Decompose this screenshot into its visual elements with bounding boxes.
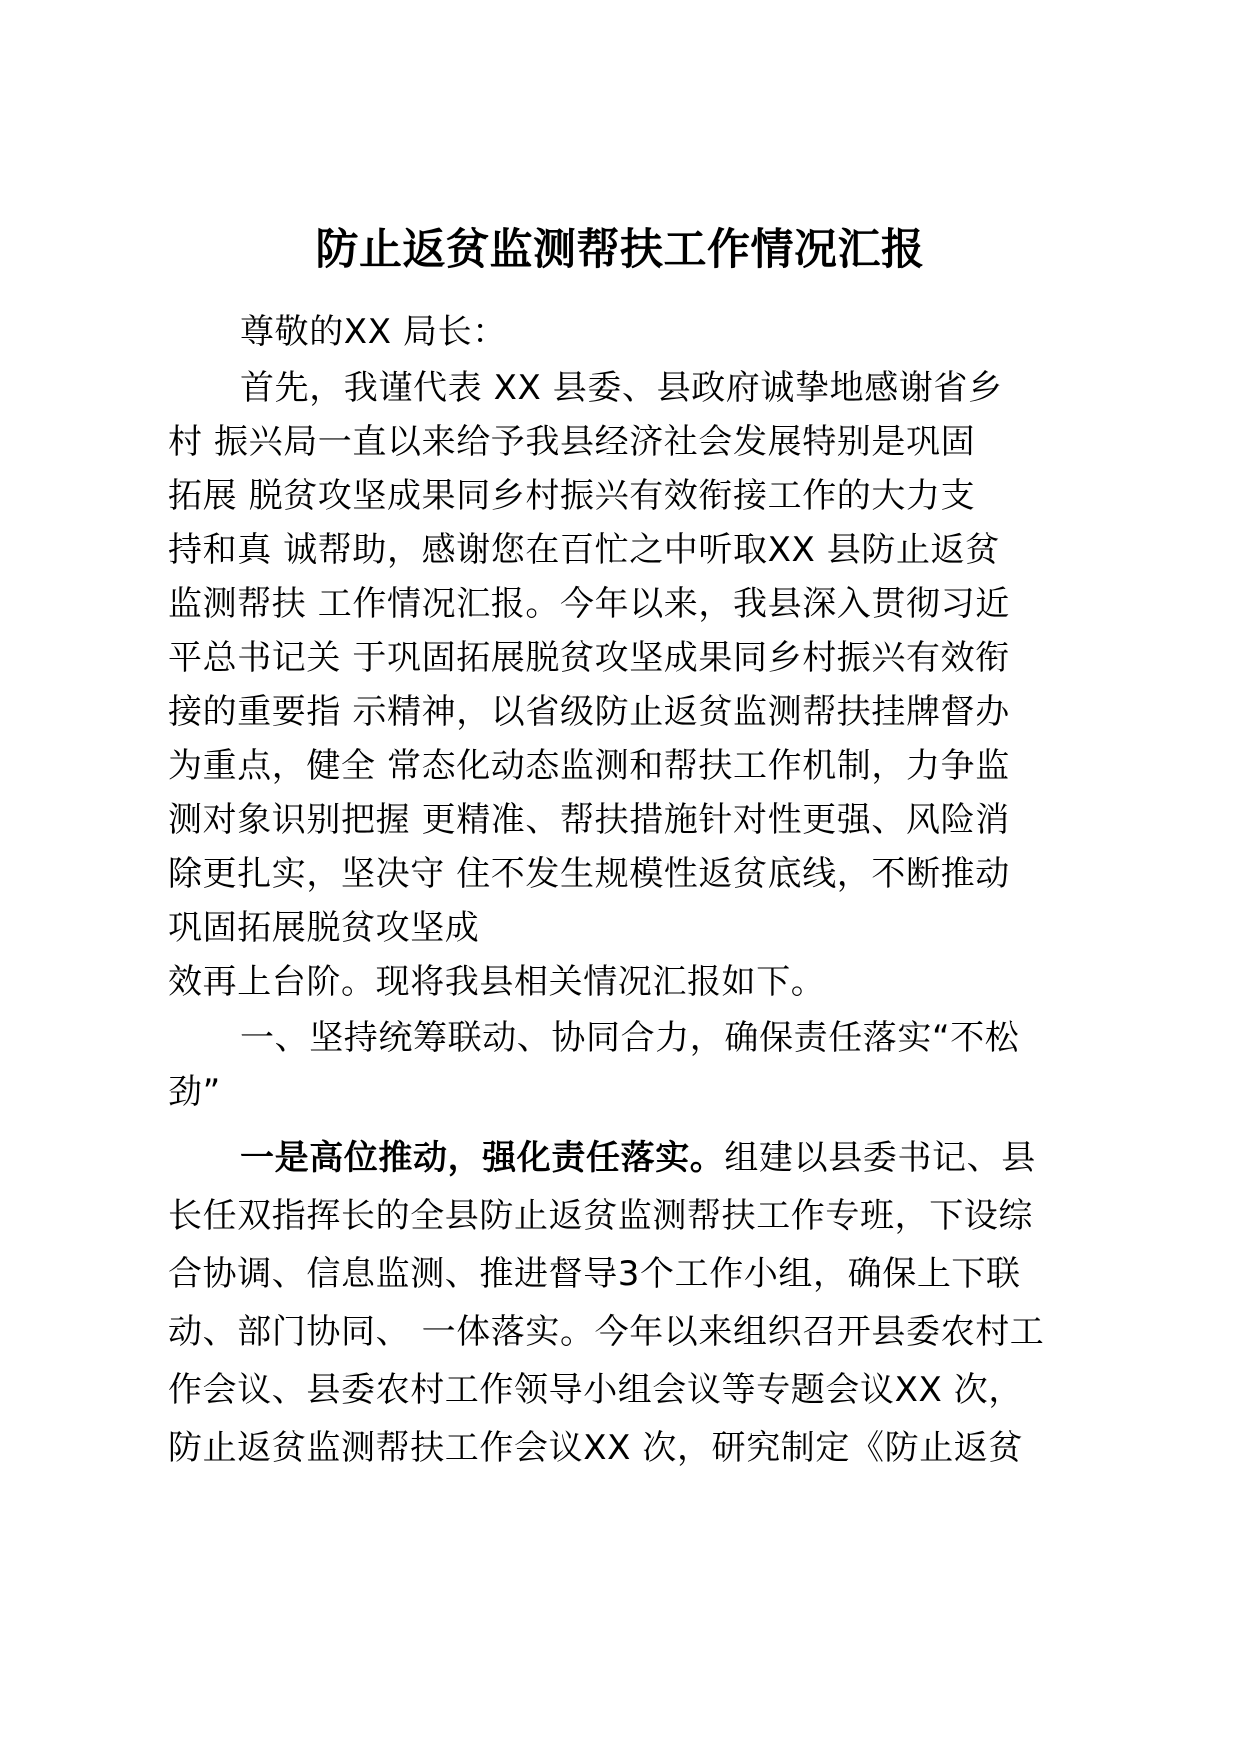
body-line: 长任双指挥长的全县防止返贫监测帮扶工作专班，下设综 bbox=[168, 1196, 1033, 1236]
body-line: 作会议、县委农村工作领导小组会议等专题会议XX 次， bbox=[168, 1370, 1023, 1410]
body-line: 接的重要指 示精神，以省级防止返贫监测帮扶挂牌督办 bbox=[168, 692, 1010, 732]
body-line: 持和真 诚帮助，感谢您在百忙之中听取XX 县防止返贫 bbox=[168, 530, 1000, 570]
document-title: 防止返贫监测帮扶工作情况汇报 bbox=[315, 225, 925, 275]
body-line: 测对象识别把握 更精准、帮扶措施针对性更强、风险消 bbox=[168, 800, 1010, 840]
section-heading: 劲” bbox=[168, 1072, 221, 1112]
body-line: 为重点，健全 常态化动态监测和帮扶工作机制，力争监 bbox=[168, 746, 1010, 786]
salutation: 尊敬的XX 局长： bbox=[240, 312, 507, 352]
body-line: 平总书记关 于巩固拓展脱贫攻坚成果同乡村振兴有效衔 bbox=[168, 638, 1010, 678]
body-line: 防止返贫监测帮扶工作会议XX 次，研究制定《防止返贫 bbox=[168, 1428, 1023, 1468]
body-line: 合协调、信息监测、推进督导3个工作小组，确保上下联 bbox=[168, 1254, 1021, 1294]
body-line: 除更扎实，坚决守 住不发生规模性返贫底线，不断推动 bbox=[168, 854, 1010, 894]
body-line: 首先，我谨代表 XX 县委、县政府诚挚地感谢省乡 bbox=[240, 368, 1003, 408]
body-line: 监测帮扶 工作情况汇报。今年以来，我县深入贯彻习近 bbox=[168, 584, 1010, 624]
point-first-line-text: 组建以县委书记、县 bbox=[724, 1138, 1036, 1178]
point-paragraph-first-line bbox=[240, 1136, 1036, 1180]
body-line: 效再上台阶。现将我县相关情况汇报如下。 bbox=[168, 962, 826, 1002]
body-line: 村 振兴局一直以来给予我县经济社会发展特别是巩固 bbox=[168, 422, 976, 462]
body-line: 拓展 脱贫攻坚成果同乡村振兴有效衔接工作的大力支 bbox=[168, 476, 976, 516]
body-line: 动、部门协同、 一体落实。今年以来组织召开县委农村工 bbox=[168, 1312, 1045, 1352]
point-lead: 一是高位推动，强化责任落实。 bbox=[240, 1138, 725, 1178]
body-line: 巩固拓展脱贫攻坚成 bbox=[168, 908, 480, 948]
section-heading: 一、坚持统筹联动、协同合力，确保责任落实“不松 bbox=[240, 1018, 1020, 1058]
